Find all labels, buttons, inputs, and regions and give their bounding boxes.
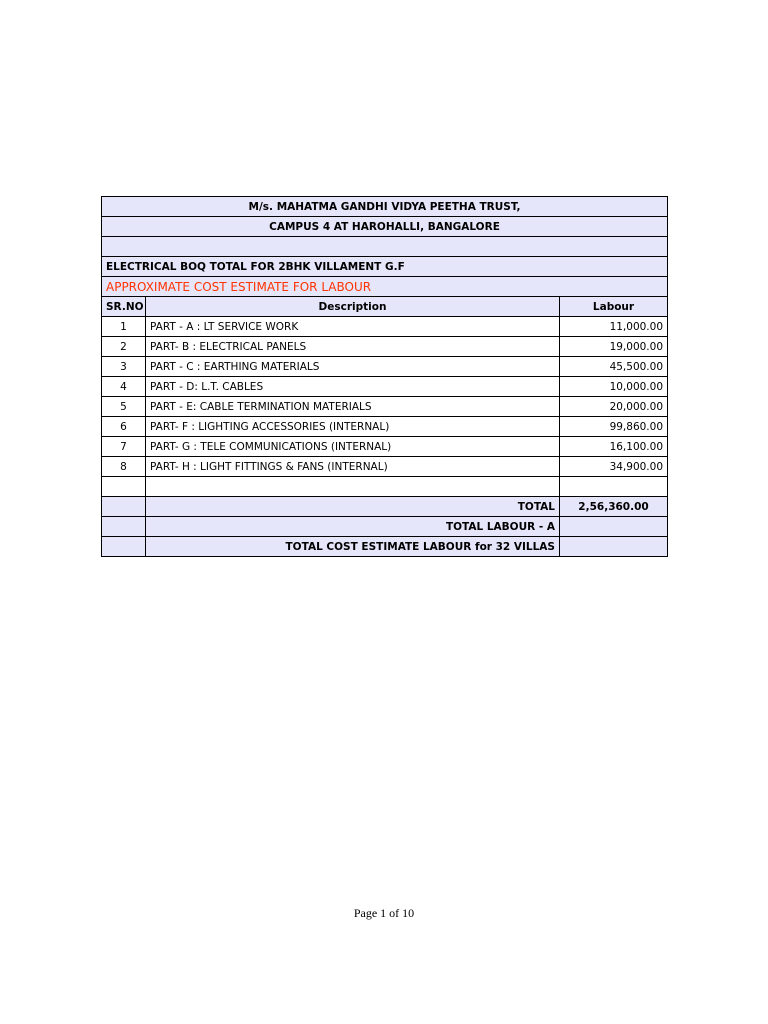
row-labour-cell: 20,000.00 [560, 397, 668, 417]
labour-a-sr-cell [102, 517, 146, 537]
row-sr-cell: 2 [102, 337, 146, 357]
row-sr-cell: 5 [102, 397, 146, 417]
villas-row [102, 537, 668, 557]
row-description-cell: PART - A : LT SERVICE WORK [146, 317, 560, 337]
villas-label: TOTAL COST ESTIMATE LABOUR for 32 VILLAS [146, 537, 560, 557]
table-row [102, 317, 668, 337]
table-row [102, 337, 668, 357]
row-labour-cell: 99,860.00 [560, 417, 668, 437]
row-description-cell: PART - D: L.T. CABLES [146, 377, 560, 397]
row-labour-cell: 45,500.00 [560, 357, 668, 377]
item-rows [102, 317, 668, 477]
total-row [102, 497, 668, 517]
column-header-srno: SR.NO [102, 297, 146, 317]
header-row-estimate [102, 277, 668, 297]
table-row [102, 377, 668, 397]
row-sr-cell: 3 [102, 357, 146, 377]
row-description-cell: PART- B : ELECTRICAL PANELS [146, 337, 560, 357]
header-row-boq [102, 257, 668, 277]
row-description-cell: PART - C : EARTHING MATERIALS [146, 357, 560, 377]
row-sr-cell: 1 [102, 317, 146, 337]
header-row-empty [102, 237, 668, 257]
labour-a-value [560, 517, 668, 537]
boq-title: ELECTRICAL BOQ TOTAL FOR 2BHK VILLAMENT G.F [102, 257, 668, 277]
row-labour-cell: 10,000.00 [560, 377, 668, 397]
blank-cell [102, 477, 146, 497]
row-sr-cell: 7 [102, 437, 146, 457]
row-labour-cell: 16,100.00 [560, 437, 668, 457]
table-row [102, 417, 668, 437]
table-row [102, 397, 668, 417]
labour-a-row [102, 517, 668, 537]
labour-a-label: TOTAL LABOUR - A [146, 517, 560, 537]
table-row [102, 437, 668, 457]
trust-name: M/s. MAHATMA GANDHI VIDYA PEETHA TRUST, [102, 197, 668, 217]
row-description-cell: PART- F : LIGHTING ACCESSORIES (INTERNAL) [146, 417, 560, 437]
row-description-cell: PART- H : LIGHT FITTINGS & FANS (INTERNAL) [146, 457, 560, 477]
blank-cell [560, 477, 668, 497]
total-value: 2,56,360.00 [560, 497, 668, 517]
column-header-description: Description [146, 297, 560, 317]
header-row-campus [102, 217, 668, 237]
row-description-cell: PART- G : TELE COMMUNICATIONS (INTERNAL) [146, 437, 560, 457]
column-header-row [102, 297, 668, 317]
total-label: TOTAL [146, 497, 560, 517]
campus-name: CAMPUS 4 AT HAROHALLI, BANGALORE [102, 217, 668, 237]
row-sr-cell: 4 [102, 377, 146, 397]
row-sr-cell: 6 [102, 417, 146, 437]
empty-header-cell [102, 237, 668, 257]
row-labour-cell: 34,900.00 [560, 457, 668, 477]
blank-cell [146, 477, 560, 497]
estimate-title: APPROXIMATE COST ESTIMATE FOR LABOUR [102, 277, 668, 297]
villas-sr-cell [102, 537, 146, 557]
table-row [102, 357, 668, 377]
column-header-labour: Labour [560, 297, 668, 317]
row-description-cell: PART - E: CABLE TERMINATION MATERIALS [146, 397, 560, 417]
page-number: Page 1 of 10 [353, 906, 415, 920]
row-labour-cell: 11,000.00 [560, 317, 668, 337]
row-sr-cell: 8 [102, 457, 146, 477]
total-sr-cell [102, 497, 146, 517]
villas-value [560, 537, 668, 557]
blank-row [102, 477, 668, 497]
table-row [102, 457, 668, 477]
row-labour-cell: 19,000.00 [560, 337, 668, 357]
boq-table [101, 196, 668, 557]
header-row-trust [102, 197, 668, 217]
